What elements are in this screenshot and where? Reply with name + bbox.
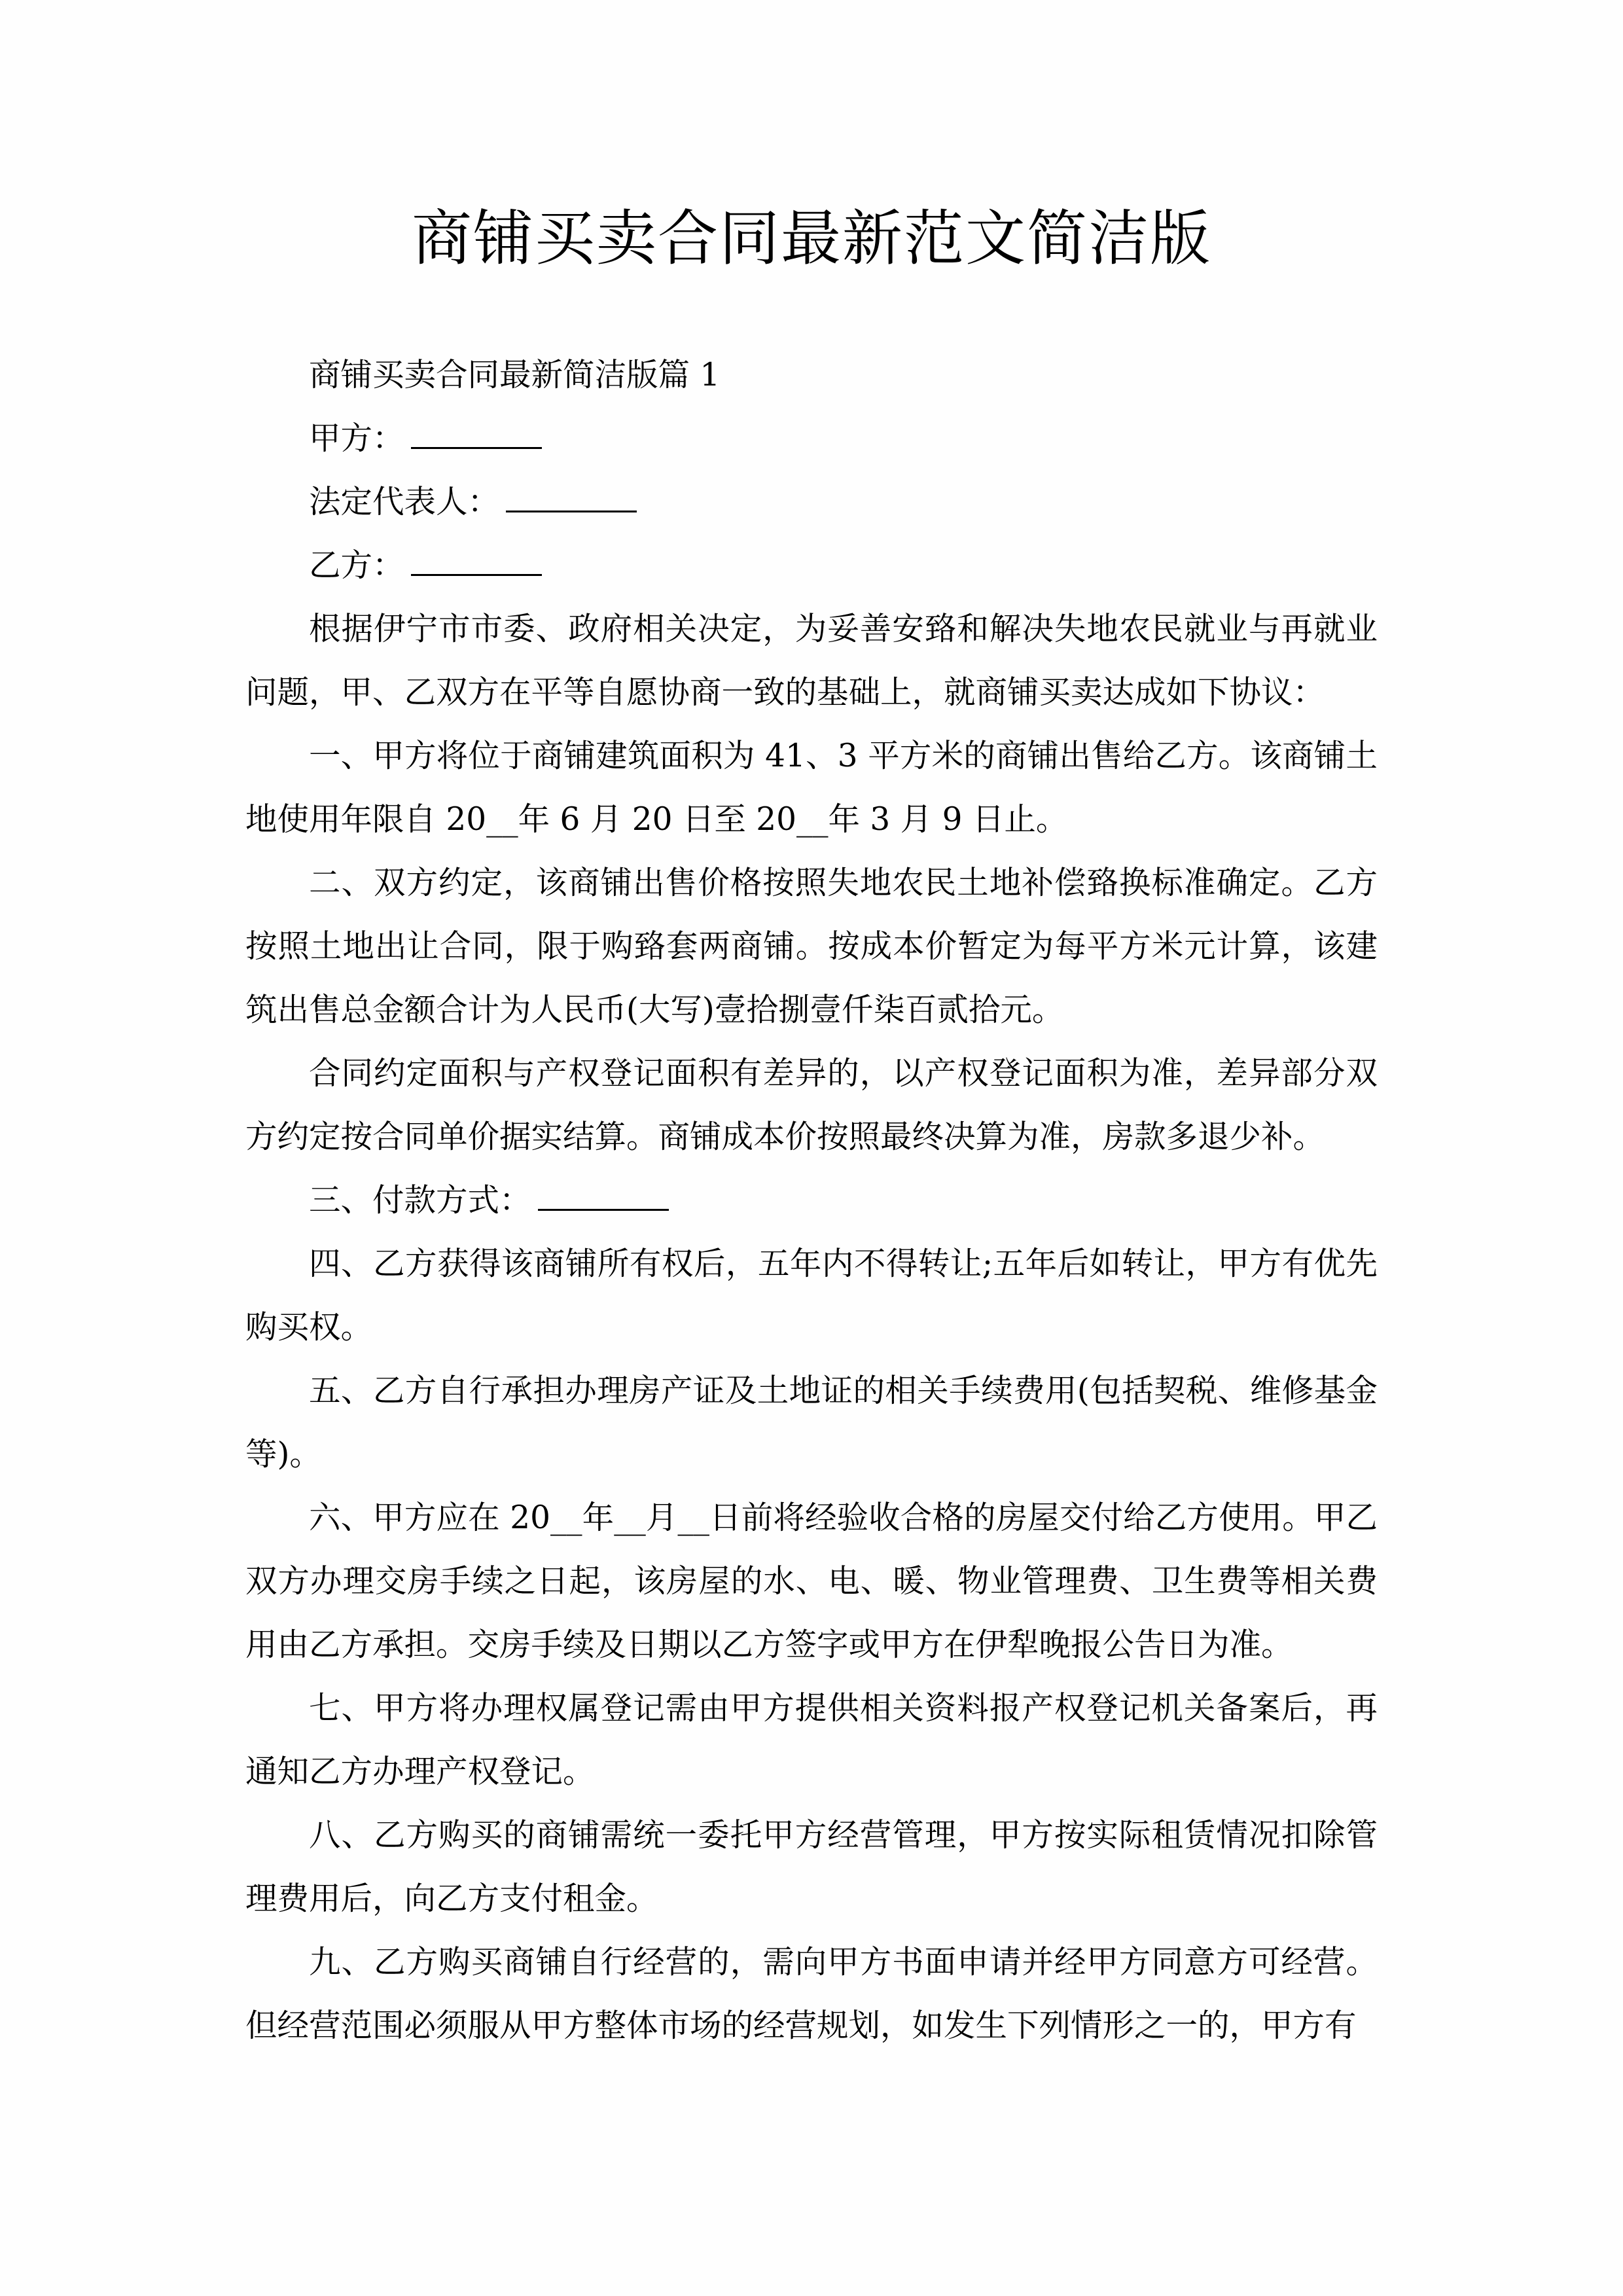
blank-party-a [411,413,542,449]
paragraph-clause-6: 六、甲方应在 20__年__月__日前将经验收合格的房屋交付给乙方使用。甲乙双方办理交房手续之日起，该房屋的水、电、暖、物业管理费、卫生费等相关费用由乙方承担。交房手续及日期以乙方签字或甲方在伊犁晚报公告日为准。 [245,1499,1378,1663]
paragraph-preamble: 根据伊宁市市委、政府相关决定，为妥善安臵和解决失地农民就业与再就业问题，甲、乙双方在平等自愿协商一致的基础上，就商铺买卖达成如下协议： [245,611,1378,711]
paragraph-clause-1: 一、甲方将位于商铺建筑面积为 41、3 平方米的商铺出售给乙方。该商铺土地使用年限自 20__年 6 月 20 日至 20__年 3 月 9 日止。 [245,738,1378,838]
field-label: 乙方： [309,547,404,584]
section-heading: 商铺买卖合同最新简洁版篇 1 [309,357,721,393]
paragraph-clause-8: 八、乙方购买的商铺需统一委托甲方经营管理，甲方按实际租赁情况扣除管理费用后，向乙方支付租金。 [245,1817,1378,1917]
paragraph-clause-3 [245,1169,1378,1232]
document-title: 商铺买卖合同最新范文简洁版 [411,204,1211,274]
field-legal-rep [245,471,1378,534]
payment-label: 三、付款方式： [309,1182,531,1219]
paragraph-clause-4: 四、乙方获得该商铺所有权后，五年内不得转让;五年后如转让，甲方有优先购买权。 [245,1246,1378,1346]
field-label: 甲方： [309,420,404,457]
paragraph-clause-5: 五、乙方自行承担办理房产证及土地证的相关手续费用(包括契税、维修基金等)。 [245,1372,1378,1473]
paragraph-clause-2-area: 合同约定面积与产权登记面积有差异的，以产权登记面积为准，差异部分双方约定按合同单价据实结算。商铺成本价按照最终决算为准，房款多退少补。 [245,1055,1378,1155]
field-party-b [245,534,1378,598]
document-body [245,344,1378,2058]
field-label: 法定代表人： [309,484,500,520]
paragraph-clause-7: 七、甲方将办理权属登记需由甲方提供相关资料报产权登记机关备案后，再通知乙方办理产权登记。 [245,1690,1378,1790]
blank-legal-rep [506,476,637,512]
field-party-a [245,407,1378,471]
blank-party-b [411,540,542,576]
paragraph-clause-2: 二、双方约定，该商铺出售价格按照失地农民土地补偿臵换标准确定。乙方按照土地出让合同，限于购臵套两商铺。按成本价暂定为每平方米元计算，该建筑出售总金额合计为人民币(大写)壹拾捌壹仟柒百贰拾元。 [245,865,1378,1028]
blank-payment [538,1175,669,1211]
paragraph-clause-9: 九、乙方购买商铺自行经营的，需向甲方书面申请并经甲方同意方可经营。但经营范围必须服从甲方整体市场的经营规划，如发生下列情形之一的，甲方有 [245,1944,1378,2044]
